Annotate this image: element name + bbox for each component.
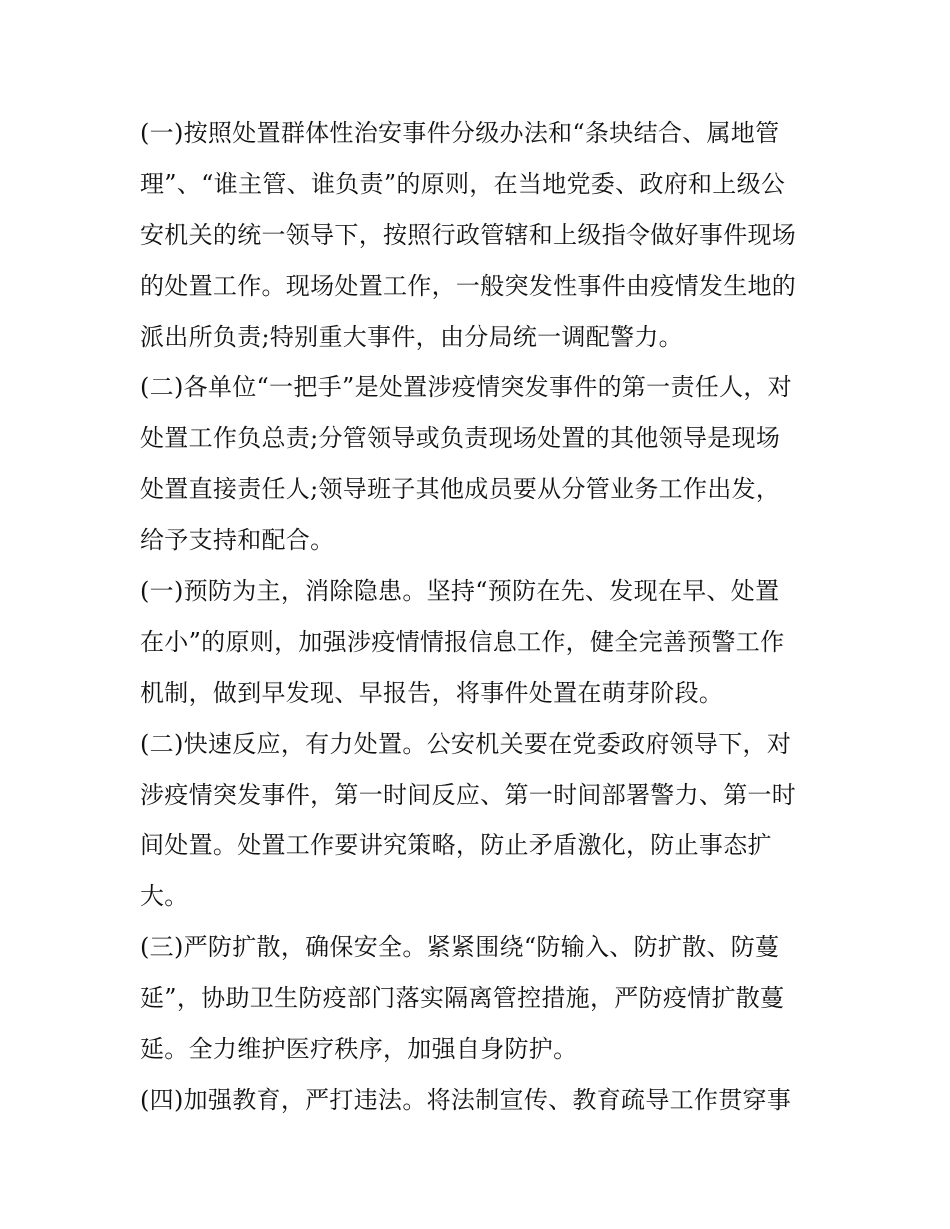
document-body <box>140 108 820 1126</box>
text-line-4: 的处置工作。现场处置工作，一般突发性事件由疫情发生地的 <box>140 271 797 300</box>
text-line-3: 安机关的统一领导下，按照行政管辖和上级指令做好事件现场 <box>140 220 797 249</box>
text-line-20: (四)加强教育，严打违法。将法制宣传、教育疏导工作贯穿事 <box>140 1085 792 1114</box>
text-line-1: (一)按照处置群体性治安事件分级办法和“条块结合、属地管 <box>140 119 780 147</box>
text-line-12: 机制，做到早发现、早报告，将事件处置在萌芽阶段。 <box>140 678 724 707</box>
text-line-10: (一)预防为主，消除隐患。坚持“预防在先、发现在早、处置 <box>140 577 780 606</box>
text-line-15: 间处置。处置工作要讲究策略，防止矛盾激化，防止事态扩 <box>140 831 772 860</box>
text-line-2: 理”、“谁主管、谁负责”的原则，在当地党委、政府和上级公 <box>140 169 786 198</box>
text-line-17: (三)严防扩散，确保安全。紧紧围绕“防输入、防扩散、防蔓 <box>140 933 780 962</box>
text-line-11: 在小”的原则，加强涉疫情情报信息工作，健全完善预警工作 <box>140 627 785 656</box>
text-line-16: 大。 <box>140 882 189 911</box>
text-line-14: 涉疫情突发事件，第一时间反应、第一时间部署警力、第一时 <box>140 780 797 809</box>
text-line-8: 处置直接责任人;领导班子其他成员要从分管业务工作出发， <box>140 475 781 504</box>
text-line-5: 派出所负责;特别重大事件，由分局统一调配警力。 <box>140 322 683 351</box>
text-line-7: 处置工作负总责;分管领导或负责现场处置的其他领导是现场 <box>140 424 781 453</box>
text-line-19: 延。全力维护医疗秩序，加强自身防护。 <box>140 1035 578 1064</box>
text-line-9: 给予支持和配合。 <box>140 526 335 555</box>
text-line-6: (二)各单位“一把手”是处置涉疫情突发事件的第一责任人，对 <box>140 373 792 402</box>
text-line-18: 延”，协助卫生防疫部门落实隔离管控措施，严防疫情扩散蔓 <box>140 984 785 1013</box>
text-line-13: (二)快速反应，有力处置。公安机关要在党委政府领导下，对 <box>140 729 792 758</box>
